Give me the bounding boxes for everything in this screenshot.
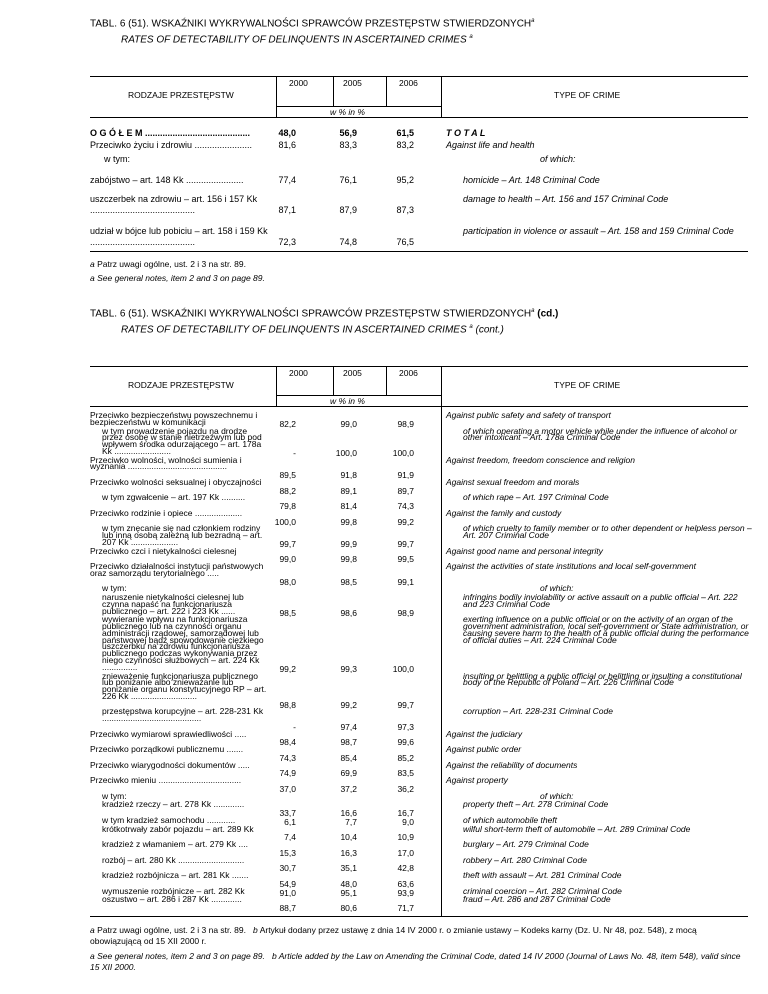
table-cell: 16,6 [340, 808, 357, 819]
table-cell: 99,8 [340, 516, 357, 527]
table-cell: 74,3 [279, 752, 296, 763]
table-cell: 77,4 [278, 175, 296, 185]
table-row-label: Przeciwko wiarygodności dokumentów ..... [90, 759, 250, 770]
table-cell: 54,9 [279, 878, 296, 889]
table2-unit: w % in % [330, 396, 365, 406]
table-cell: 98,6 [340, 607, 357, 618]
table-row-label: udział w bójce lub pobiciu – art. 158 i 159 Kk .......................................... [90, 226, 268, 247]
table-row-label-en: exerting influence on a public official or on the activity of an organ of the government administration, local self-government or State administration, or causing severe harm to the health of a public official during the performance of official duties – Art. 224 Criminal Code [463, 614, 749, 645]
table1-year: 2005 [343, 78, 362, 88]
table-cell: 88,2 [279, 485, 296, 496]
table-cell: 63,6 [397, 878, 414, 889]
table-row-label: przestępstwa korupcyjne – art. 228-231 Kk .......................................... [102, 706, 264, 724]
table-cell: 89,7 [397, 485, 414, 496]
table-cell: 81,4 [340, 501, 357, 512]
table-cell: 99,9 [340, 538, 357, 549]
table1-col-pl: RODZAJE PRZESTĘPSTW [128, 90, 234, 100]
table-cell: 100,0 [274, 516, 296, 527]
table-cell: 37,2 [340, 783, 357, 794]
table-row-label-en: of which: [540, 154, 576, 164]
table2-title: TABL. 6 (51). WSKAŹNIKI WYKRYWALNOŚCI SPRAWCÓW PRZESTĘPSTW STWIERDZONYCH$^a$ (cd.) [90, 308, 559, 320]
table1-subtitle: RATES OF DETECTABILITY OF DELINQUENTS IN ASCERTAINED CRIMES $^a$ [121, 34, 473, 46]
table-row-label: wywieranie wpływu na funkcjonariusza publicznego lub na czynności organu administracji rządowej, samorządowej lub państwowej bądź spowodowanie ciężkiego uszczerbku na zdrowiu funkcjonariusza publicznego podczas wykonywania przez niego czynności służbowych – art. 224 Kk ............... [102, 614, 264, 672]
table-cell: 100,0 [392, 663, 414, 674]
table-cell: 98,0 [279, 576, 296, 587]
table-row-label: oszustwo – art. 286 i 287 Kk ............. [102, 894, 242, 905]
table-row-label: krótkotrwały zabór pojazdu – art. 289 Kk [102, 823, 254, 834]
table-row-label: Przeciwko porządkowi publicznemu ....... [90, 744, 244, 755]
table-cell: 91,0 [279, 887, 296, 898]
table-row-label: wymuszenie rozbójnicze – art. 282 Kk [102, 885, 245, 896]
table-row-label: Przeciwko bezpieczeństwu powszechnemu i bezpieczeństwu w komunikacji [90, 410, 258, 427]
table-cell: 74,9 [279, 768, 296, 779]
table-cell: 97,3 [397, 721, 414, 732]
table-row-label-en: Against the judiciary [446, 728, 523, 739]
table-cell: 99,2 [340, 699, 357, 710]
table-cell: 97,4 [340, 721, 357, 732]
table-cell: 83,2 [396, 140, 414, 150]
table-row-label: uszczerbek na zdrowiu – art. 156 i 157 Kk .......................................... [90, 194, 258, 215]
table-cell: 7,7 [345, 816, 357, 827]
table-cell: 95,2 [396, 175, 414, 185]
table-row-label: Przeciwko wolności, wolności sumienia i wyznania .......................................... [90, 454, 242, 472]
table1-col-en: TYPE OF CRIME [554, 90, 621, 100]
table-cell: 74,8 [339, 237, 357, 247]
table-cell: 79,8 [279, 501, 296, 512]
table-row-label: naruszenie nietykalności cielesnej lub czynna napaść na funkcjonariusza publicznego – art. 222 i 223 Kk ...... [102, 592, 244, 616]
table-cell: 99,3 [340, 663, 357, 674]
table-row-label-en: theft with assault – Art. 281 Criminal Code [463, 870, 622, 881]
table-row-label: w tym: [104, 154, 130, 164]
table-row-label: w tym: [102, 583, 127, 594]
table-row-label-en: of which rape – Art. 197 Criminal Code [463, 492, 609, 503]
table-row-label: O G Ó Ł E M .......................................... [90, 128, 251, 138]
footnote: a Patrz uwagi ogólne, ust. 2 i 3 na str. 89. [90, 259, 246, 269]
table-cell: 76,5 [396, 237, 414, 247]
table-row-label-en: criminal coercion – Art. 282 Criminal Code [463, 885, 622, 896]
table-row-label-en: of which: [540, 583, 574, 594]
table-row-label-en: of which cruelty to family member or to other dependent or helpless person – Art. 207 Criminal Code [463, 523, 752, 541]
table-cell: 99,6 [397, 737, 414, 748]
table-row-label-en: Against the family and custody [446, 507, 562, 518]
table-row-label-en: Against the activities of state institutions and local self-government [446, 561, 696, 572]
table-row-label-en: corruption – Art. 228-231 Criminal Code [463, 706, 613, 717]
table-cell: 95,1 [340, 887, 357, 898]
table2-subtitle: RATES OF DETECTABILITY OF DELINQUENTS IN ASCERTAINED CRIMES $^a$ (cont.) [121, 324, 504, 336]
table-cell: 99,2 [279, 663, 296, 674]
table-cell: - [293, 447, 296, 458]
table-row-label: w tym: [102, 790, 127, 801]
table-cell: 61,5 [396, 128, 414, 138]
table-cell: 81,6 [278, 140, 296, 150]
table-cell: 88,7 [279, 903, 296, 914]
table-cell: 10,4 [340, 832, 357, 843]
table-cell: 69,9 [340, 768, 357, 779]
table-cell: 100,0 [335, 447, 357, 458]
table-row-label: Przeciwko wolności seksualnej i obyczajności [90, 476, 262, 487]
table-cell: 98,7 [340, 737, 357, 748]
table-cell: 91,8 [340, 470, 357, 481]
table-row-label-en: robbery – Art. 280 Criminal Code [463, 854, 587, 865]
table-cell: 89,1 [340, 485, 357, 496]
table-row-label-en: Against freedom, freedom conscience and religion [446, 454, 635, 465]
table-row-label-en: Against sexual freedom and morals [446, 476, 580, 487]
table-row-label: znieważenie funkcjonariusza publicznego lub poniżanie albo znieważanie lub poniżanie organu konstytucyjnego RP – art. 226 Kk ............................ [102, 670, 267, 701]
table1-title: TABL. 6 (51). WSKAŹNIKI WYKRYWALNOŚCI SPRAWCÓW PRZESTĘPSTW STWIERDZONYCH$^a$ [90, 18, 535, 30]
table-cell: 71,7 [397, 903, 414, 914]
table-cell: 99,0 [340, 418, 357, 429]
table-cell: 16,7 [397, 808, 414, 819]
table-cell: 99,7 [397, 699, 414, 710]
table-cell: 48,0 [278, 128, 296, 138]
table-row-label: Przeciwko rodzinie i opiece .................... [90, 507, 243, 518]
table-cell: 56,9 [339, 128, 357, 138]
table-row-label-en: Against public order [446, 744, 522, 755]
table-cell: 98,9 [397, 418, 414, 429]
table-cell: 85,2 [397, 752, 414, 763]
table-row-label: Przeciwko wymiarowi sprawiedliwości ..... [90, 728, 247, 739]
table1-year: 2000 [289, 78, 308, 88]
table-cell: 91,9 [397, 470, 414, 481]
table-row-label-en: of which operating a motor vehicle while under the influence of alcohol or other intoxicant – Art. 178a Criminal Code [463, 425, 738, 443]
table-cell: 36,2 [397, 783, 414, 794]
table-row-label-en: fraud – Art. 286 and 287 Criminal Code [463, 894, 611, 905]
table-cell: 98,5 [279, 607, 296, 618]
table-row-label-en: participation in violence or assault – Art. 158 and 159 Criminal Code [463, 226, 734, 236]
table-row-label-en: damage to health – Art. 156 and 157 Criminal Code [463, 194, 669, 204]
table-row-label-en: burglary – Art. 279 Criminal Code [463, 839, 589, 850]
table2-year: 2005 [343, 368, 362, 378]
table-cell: 35,1 [340, 863, 357, 874]
table-row-label: Przeciwko życiu i zdrowiu ....................... [90, 140, 253, 150]
table-cell: 42,8 [397, 863, 414, 874]
table-cell: 15,3 [279, 847, 296, 858]
table-cell: 30,7 [279, 863, 296, 874]
footnote-en: a See general notes, item 2 and 3 on page 89. b Article added by the Law on Amending the Criminal Code, dated 14 IV 2000 (Journal of Laws No. 48, item 548), valid since 15 XII 2000. [90, 951, 741, 972]
table-cell: 99,2 [397, 516, 414, 527]
table-row-label: w tym prowadzenie pojazdu na drodze przez osobę w stanie nietrzeźwym lub pod wpływem środka odurzającego – art. 178a Kk ........................ [102, 425, 262, 456]
table-cell: 98,9 [397, 607, 414, 618]
table-row-label-en: Against property [446, 775, 508, 786]
table-row-label: w tym znęcanie się nad członkiem rodziny lub inną osobą zależną lub bezradną – art. 207 Kk .................... [102, 523, 263, 547]
table-cell: 33,7 [279, 808, 296, 819]
table-row-label-en: wilful short-term theft of automobile – Art. 289 Criminal Code [463, 823, 691, 834]
table-cell: 99,5 [397, 554, 414, 565]
table2-col-en: TYPE OF CRIME [554, 380, 621, 390]
table-row-label-en: property theft – Art. 278 Criminal Code [463, 799, 609, 810]
table1-year: 2006 [399, 78, 418, 88]
table-cell: 17,0 [397, 847, 414, 858]
table-row-label-en: Against good name and personal integrity [446, 545, 603, 556]
table-cell: 6,1 [284, 816, 296, 827]
table-cell: 80,6 [340, 903, 357, 914]
table-cell: 98,4 [279, 737, 296, 748]
table-row-label-en: infringins bodily inviolability or active assault on a public official – Art. 222 and 223 Criminal Code [463, 592, 738, 609]
table-cell: 10,9 [397, 832, 414, 843]
table-row-label-en: insulting or belittling a public official or belittling or insulting a constitutional body of the Republic of Poland – Art. 226 Criminal Code [463, 670, 742, 688]
table-cell: - [293, 721, 296, 732]
table-cell: 76,1 [339, 175, 357, 185]
table-cell: 87,9 [339, 205, 357, 215]
table-row-label-en: T O T A L [446, 128, 486, 138]
table-row-label: Przeciwko mieniu ................................... [90, 775, 242, 786]
table-cell: 98,8 [279, 699, 296, 710]
table-cell: 16,3 [340, 847, 357, 858]
table-row-label: rozbój – art. 280 Kk ............................ [102, 854, 245, 865]
table-cell: 99,0 [279, 554, 296, 565]
table-row-label-en: of which: [540, 790, 574, 801]
table-cell: 72,3 [278, 237, 296, 247]
table-row-label: kradzież z włamaniem – art. 279 Kk .... [102, 839, 248, 850]
table2-col-pl: RODZAJE PRZESTĘPSTW [128, 380, 234, 390]
table-row-label: kradzież rzeczy – art. 278 Kk ............. [102, 799, 245, 810]
table-row-label-en: homicide – Art. 148 Criminal Code [463, 175, 600, 185]
table-cell: 82,2 [279, 418, 296, 429]
table-row-label: Przeciwko czci i nietykalności cielesnej [90, 545, 237, 556]
table-cell: 87,1 [278, 205, 296, 215]
table-row-label-en: Against the reliability of documents [446, 759, 578, 770]
table-cell: 93,9 [397, 887, 414, 898]
table-cell: 85,4 [340, 752, 357, 763]
table2-year: 2006 [399, 368, 418, 378]
table-row-label-en: of which automobile theft [463, 814, 558, 825]
table-row-label: Przeciwko działalności instytucji państwowych oraz samorządu terytorialnego ..... [90, 561, 264, 578]
table-cell: 74,3 [397, 501, 414, 512]
table2-year: 2000 [289, 368, 308, 378]
table1-unit: w % in % [330, 107, 365, 117]
footnote-en: a See general notes, item 2 and 3 on page 89. [90, 273, 265, 283]
table-cell: 48,0 [340, 878, 357, 889]
table-row-label-en: Against public safety and safety of transport [446, 410, 611, 420]
table-cell: 83,3 [339, 140, 357, 150]
table-row-label: kradzież rozbójnicza – art. 281 Kk ....... [102, 870, 249, 881]
table-cell: 99,7 [397, 538, 414, 549]
table-cell: 98,5 [340, 576, 357, 587]
table-cell: 99,1 [397, 576, 414, 587]
table-cell: 99,7 [279, 538, 296, 549]
table-cell: 83,5 [397, 768, 414, 779]
table-cell: 99,8 [340, 554, 357, 565]
table-cell: 89,5 [279, 470, 296, 481]
table-row-label: w tym kradzież samochodu ............ [102, 814, 236, 825]
table-row-label-en: Against life and health [446, 140, 535, 150]
table-cell: 9,0 [402, 816, 414, 827]
table-cell: 87,3 [396, 205, 414, 215]
table-cell: 100,0 [392, 447, 414, 458]
footnote: a Patrz uwagi ogólne, ust. 2 i 3 na str. 89. b Artykuł dodany przez ustawę z dnia 14 IV 2000 r. o zmianie ustawy – Kodeks karny (Dz. U. Nr 48, poz. 548), z mocą obowiązującą od 15 XII 2000 r. [90, 925, 697, 946]
table-cell: 37,0 [279, 783, 296, 794]
table-cell: 7,4 [284, 832, 296, 843]
table-row-label: zabójstwo – art. 148 Kk ....................... [90, 175, 244, 185]
table-row-label: w tym zgwałcenie – art. 197 Kk .......... [102, 492, 246, 503]
